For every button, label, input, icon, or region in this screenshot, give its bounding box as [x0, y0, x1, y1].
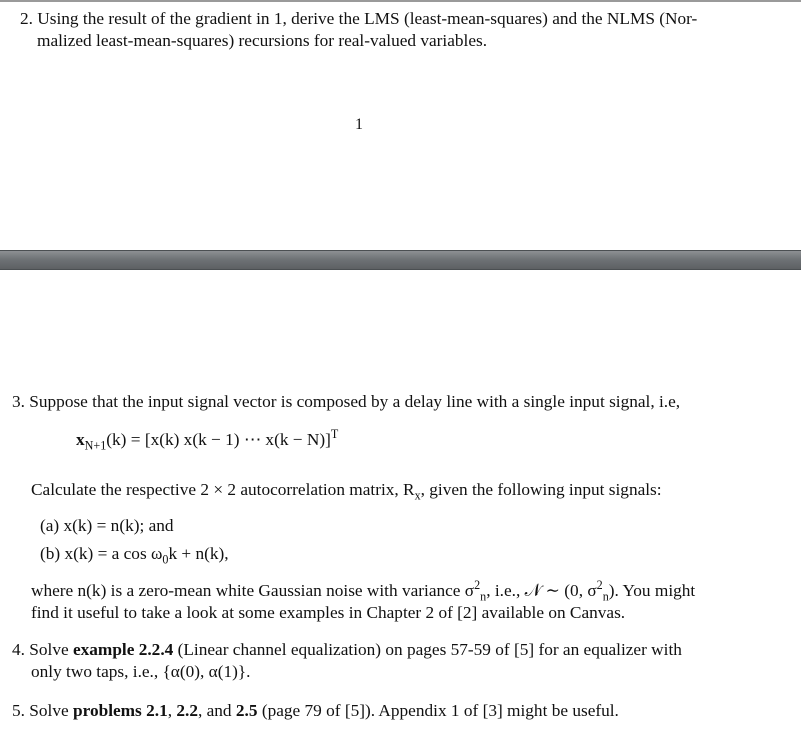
where-sup1: 2 — [474, 578, 481, 593]
q5-post: (page 79 of [5]). Appendix 1 of [3] might be useful. — [257, 701, 619, 720]
calc-a: Calculate the respective 2 × 2 autocorrelation matrix, R — [31, 480, 415, 499]
q3-find: find it useful to take a look at some examples in Chapter 2 of [2] available on Canvas. — [31, 603, 626, 622]
q5-bold-2: 2.2 — [176, 701, 198, 720]
calc-sub: x — [414, 488, 421, 503]
eq-x-bold: x — [76, 430, 85, 449]
q3-line-1: 3. Suppose that the input signal vector is composed by a delay line with a single input signal, i.e, — [12, 392, 681, 411]
q5-mid-1: , — [167, 701, 177, 720]
q4-bold: example 2.2.4 — [72, 640, 174, 659]
where-b: , i.e., 𝒩 ∼ (0, σ — [486, 581, 597, 600]
page-divider — [0, 250, 801, 270]
q3-where — [31, 580, 695, 602]
calc-b: , given the following input signals: — [420, 480, 662, 499]
q3-calculate — [31, 479, 662, 501]
q4-line-1 — [12, 639, 682, 661]
page-number: 1 — [355, 116, 363, 133]
q4-post: (Linear channel equalization) on pages 57-59 of [5] for an equalizer with — [173, 640, 682, 659]
q5-bold-3: 2.5 — [235, 701, 258, 720]
eq-rest: (k) = [x(k) x(k − 1) ⋯ x(k − N)] — [106, 430, 331, 449]
where-sub2: n — [602, 589, 609, 604]
q5-line — [12, 700, 619, 722]
where-sub1: n — [480, 589, 487, 604]
eq-sup: T — [330, 427, 339, 442]
b-rest: k + n(k), — [168, 544, 229, 563]
q2-line-2: malized least-mean-squares) recursions for real-valued variables. — [37, 31, 488, 50]
where-sup2: 2 — [596, 578, 603, 593]
b-sub: 0 — [162, 552, 169, 567]
b-a: (b) x(k) = a cos ω — [40, 544, 163, 563]
q4-line-2: only two taps, i.e., {α(0), α(1)}. — [31, 662, 251, 681]
q3-equation — [76, 429, 338, 451]
where-c: ). You might — [608, 581, 696, 600]
q5-pre: 5. Solve — [12, 701, 73, 720]
q2-line-1: 2. Using the result of the gradient in 1, derive the LMS (least-mean-squares) and the NLMS (Nor- — [20, 9, 698, 28]
q3-item-a: (a) x(k) = n(k); and — [40, 516, 174, 535]
top-rule — [0, 0, 801, 2]
eq-sub: N+1 — [84, 438, 107, 453]
where-a: where n(k) is a zero-mean white Gaussian noise with variance σ — [31, 581, 475, 600]
q5-mid-2: , and — [197, 701, 236, 720]
q4-pre: 4. Solve — [12, 640, 73, 659]
q3-item-b — [40, 543, 229, 565]
q5-bold-1: problems 2.1 — [72, 701, 168, 720]
